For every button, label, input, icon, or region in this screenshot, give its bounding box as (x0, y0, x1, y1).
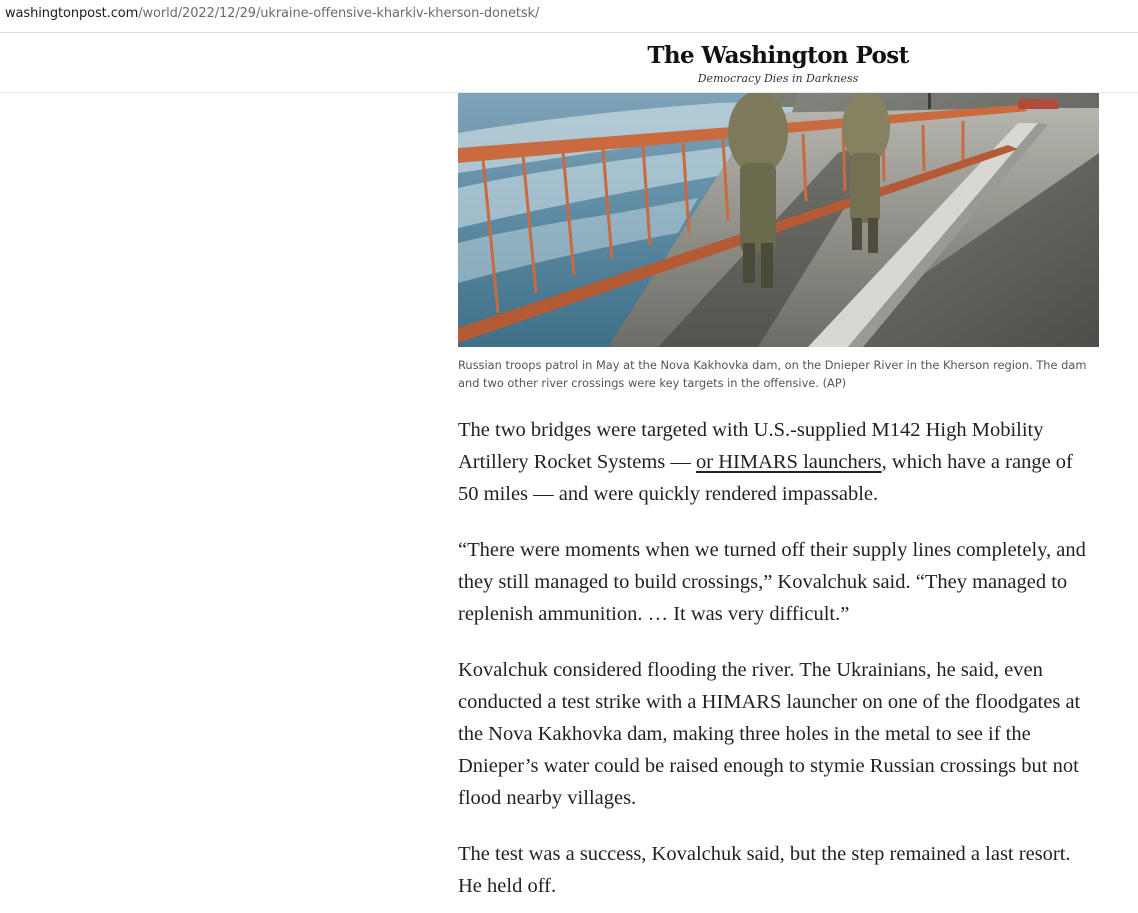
article-paragraph-3: Kovalchuk considered flooding the river. The Ukrainians, he said, even conducted a test strike with a HIMARS launcher on one of the floodgates at the Nova Kakhovka dam, making three holes in the metal to see if the Dnieper’s water could be raised enough to stymie Russian crossings but not flood nearby villages. (458, 659, 1081, 809)
article-paragraph-4: The test was a success, Kovalchuk said, but the step remained a last resort. He held off. (458, 843, 1071, 897)
url-domain: washingtonpost.com (5, 6, 139, 21)
article-photo (458, 93, 1099, 347)
site-tagline: Democracy Dies in Darkness (697, 72, 859, 85)
article-paragraph-1 (458, 414, 1098, 510)
site-header (0, 34, 1138, 93)
photo-caption: Russian troops patrol in May at the Nova Kakhovka dam, on the Dnieper River in the Kherson region. The dam and two other river crossings were key targets in the offensive. (AP) (458, 358, 1087, 390)
address-bar[interactable] (0, 0, 1138, 33)
article-paragraph-2: “There were moments when we turned off their supply lines completely, and they still managed to build crossings,” Kovalchuk said. “They managed to replenish ammunition. … It was very difficult.” (458, 539, 1086, 625)
article-body (458, 414, 1098, 913)
url-text[interactable] (5, 6, 539, 21)
url-path: /world/2022/12/29/ukraine-offensive-kharkiv-kherson-donetsk/ (138, 6, 540, 21)
p1-text-before: The two bridges were targeted with U.S.-supplied M142 High Mobility Artillery Rocket Systems — (458, 419, 1044, 473)
washington-post-logo[interactable]: The Washington Post (647, 42, 909, 69)
himars-launchers-link[interactable]: or HIMARS launchers (696, 451, 882, 473)
p1-text-after: , which have a range of 50 miles — and were quickly rendered impassable. (458, 451, 1073, 505)
